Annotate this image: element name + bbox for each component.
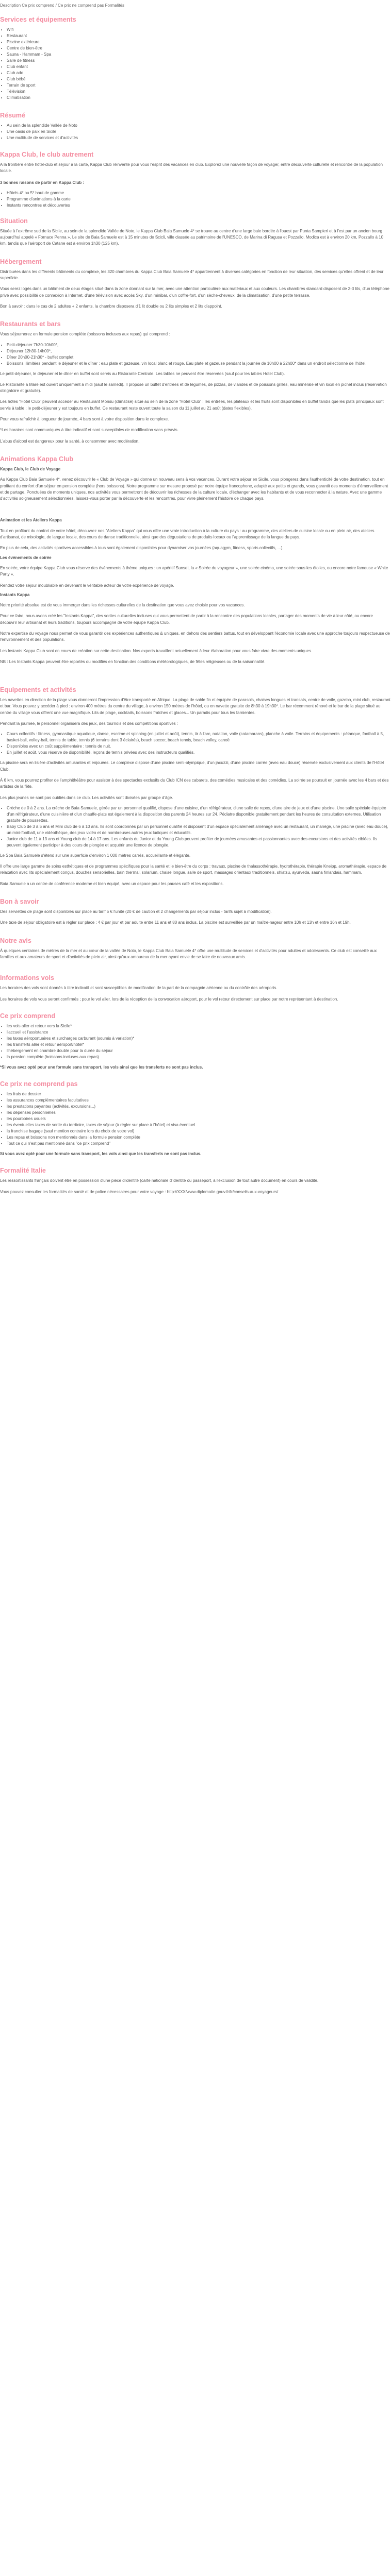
included-item: • les transferts aller et retour aéroport/hôtel* — [7, 1042, 391, 1048]
bonasavoir-p2: Une taxe de séjour obligatoire est à régler sur place : 4 € par jour et par adulte entre 11 ans et 80 ans inclus. La piscine est surveillée par un maître-nageur entre 10h et 13h et entre 16h et 19h. — [0, 920, 351, 925]
resume-list — [0, 123, 391, 141]
situation-title: Situation — [0, 217, 28, 225]
hebergement-p2: Vous serez logés dans un bâtiment de deux étages situé dans la zone donnant sur la mer, avec une attention particulière aux matériaux et aux couleurs. Les chambres standard disposent de 2-3 lits, d'un téléphone privé avec possibilité de connexion à Internet, d'une télévision avec accès Sky, d'un minibar, d'un coffre-fort, d'un sèche-cheveux, de la climatisation, d'une petite terrasse. — [0, 286, 389, 298]
service-item: • Piscine extérieure — [7, 39, 391, 45]
resume-section — [0, 111, 391, 141]
noprix-section — [0, 1080, 391, 1157]
service-item: • Club ado — [7, 70, 391, 76]
excluded-item: • les assurances complémentaires facultatives — [7, 1097, 391, 1104]
kappa-subtitle: 3 bonnes raisons de partir en Kappa Club : — [0, 180, 85, 185]
animations-p10: NB : Les Instants Kappa peuvent être reportés ou modifiés en fonction des conditions météorologiques, de fêtes religieuses ou de la saisonnalité. — [0, 659, 266, 664]
excluded-item: • Tout ce qui n'est pas mentionné dans "ce prix comprend" — [7, 1141, 391, 1147]
service-item: • Climatisation — [7, 95, 391, 101]
included-item: • les vols aller et retour vers la Sicile* — [7, 1023, 391, 1029]
prix-list — [0, 1023, 391, 1060]
bonasavoir-p1: Des serviettes de plage sont disponibles sur place au tarif 5 € l'unité (20 € de caution et 2 changements par séjour inclus - tarifs sujet à modification). — [0, 909, 272, 914]
kids-club-item: • Baby Club de 3 à 5 ans et Mini club de 6 à 10 ans. Ils sont coordonnés par un personnel qualifié et disposent d'un espace spécialement aménagé avec un restaurant, un manège, une piscine (avec eau douce), un mini-football, une vidéothèque, des jeux vidéo et de nombreuses autres jeux ludiques et éducatifs. — [7, 824, 391, 836]
kappa-title: Kappa Club, le club autrement — [0, 151, 94, 158]
notreavis-text: À quelques centaines de mètres de la mer et au cœur de la vallée de Noto, le Kappa Club Baia Samuele 4* offre une multitude de services et d'activités pour adultes et adolescents. Ce club est conseillé aux familles et aux amateurs de sport et d'activités de plein air, ainsi qu'aux amoureux de la mer ayant envie de se faire de nouveaux amis. — [0, 948, 377, 959]
excluded-item: • les éventuelles taxes de sortie du territoire, taxes de séjour (à régler sur place à l'hôtel) et visa éventuel — [7, 1122, 391, 1128]
restaurants-p6: L'abus d'alcool est dangereux pour la santé, à consommer avec modération. — [0, 438, 140, 444]
resume-item: • Une multitude de services et d'activités — [7, 135, 391, 141]
notreavis-title: Notre avis — [0, 937, 31, 944]
kids-list — [0, 805, 391, 849]
ateliers-title: Animation et les Ateliers Kappa — [0, 518, 62, 523]
services-section — [0, 15, 391, 101]
noprix-list — [0, 1091, 391, 1147]
animations-section — [0, 455, 391, 665]
meal-item: • Dîner 20h00-21h30* - buffet complet — [7, 354, 391, 361]
kappa-intro: A la frontière entre hôtel-club et séjour à la carte, Kappa Club réinvente pour vous l'esprit des vacances en club. Explorez une nouvelle façon de voyager, entre découverte culturelle et rencontre de la population locale. — [0, 162, 383, 174]
notreavis-section — [0, 937, 391, 961]
excluded-item: • les dépenses personnelles — [7, 1110, 391, 1116]
equipements-p5: Les plus jeunes ne sont pas oubliés dans ce club. Les activités sont divisées par groupe d'âge. — [0, 795, 173, 800]
hebergement-title: Hébergement — [0, 258, 42, 265]
equipements-p2: Pendant la journée, le personnel organisera des jeux, des tournois et des compétitions sportives : — [0, 721, 178, 726]
restaurants-list — [0, 342, 391, 367]
formalite-section — [0, 1166, 391, 1195]
kappa-list — [0, 190, 391, 209]
restaurants-p5: *Les horaires sont communiqués à titre indicatif et sont susceptibles de modification sans préavis. — [0, 428, 178, 433]
kappa-reason-item: • Instants rencontres et découvertes — [7, 202, 391, 209]
excluded-item: • la franchise bagage (sauf mention contraire lors du choix de votre vol) — [7, 1128, 391, 1134]
prix-note: *Si vous avez opté pour une formule sans transport, les vols ainsi que les transferts ne sont pas inclus. — [0, 1064, 203, 1070]
instants-title: Instants Kappa — [0, 592, 30, 597]
service-item: • Club enfant — [7, 64, 391, 70]
kappa-reason-item: • Programme d'animations à la carte — [7, 196, 391, 202]
animations-subtitle: Kappa Club, le Club de Voyage — [0, 466, 61, 471]
kids-club-item: • Junior club de 11 à 13 ans et Young club de 14 à 17 ans. Les enfants du Junior et du Young Club peuvent profiter de journées amusantes et passionnantes avec des excursions et des activités ciblées. Ils peuvent également participer à des cours de plongée et acquérir une licence de plongée. — [7, 836, 391, 849]
hebergement-p1: Distribuées dans les différents bâtiments du complexe, les 320 chambres du Kappa Club Baia Samuele 4* appartiennent à diverses catégories en fonction de leur situation, des services qu'elles offrent et de leur superficie. — [0, 269, 384, 281]
animations-p6: Notre priorité absolue est de vous immerger dans les richesses culturelles de la destination que vous avez choisie pour vos vacances. — [0, 603, 245, 608]
informations-p1: Les horaires des vols sont donnés à titre indicatif et sont susceptibles de modification de la part de la compagnie aérienne ou du contrôle des aéroports. — [0, 986, 278, 991]
bonasavoir-section — [0, 897, 391, 926]
services-title: Services et équipements — [0, 16, 76, 23]
equipements-p3: La piscine sera en lisière d'activités amusantes et enjouées. Le complexe dispose d'une piscine semi-olympique, d'un jacuzzi, d'une piscine carrée (avec eau douce) réservée exclusivement aux clients de l'Hôtel Club. — [0, 760, 384, 772]
resume-item: • Au sein de la splendide Vallée de Noto — [7, 123, 391, 129]
equipements-p1: Les navettes en direction de la plage vous donneront l'impression d'être transporté en Afrique. La plage de sable fin et équipée de parasols, chaises longues et transats, centre de voile, gazebo, mini club, restaurant et bar. Vous pouvez y accéder à pied : environ 400 mètres du centre du village, à environ 150 mètres de l'hôtel, ou en navette gratuite de 8h30 à 19h30*. Le bar récemment rénové et le bar de la plage situé au centre du village vous offrent une vue magnifique. Lits de plage, cocktails, boissons fraîches et glaces... Un paradis pour tous les farnientes. — [0, 698, 390, 715]
equipements-p7: Il offre une large gamme de soins esthétiques et de programmes spécifiques pour la santé et le bien-être du corps : travaux, piscine de thalassothérapie, hydrothérapie, thérapie Kneipp, aromathérapie, espace de relaxation avec lits spécialement conçus, douches sensorielles, bain thermal, solarium, chaise longue, salle de sport, massages orientaux traditionnels, shiatsu, ayurveda, sauna finlandais, hammam. — [0, 864, 387, 875]
meal-item: • Déjeuner 12h30-14h00*, — [7, 348, 391, 354]
informations-title: Informations vols — [0, 974, 54, 982]
animations-p3: En plus de cela, des activités sportives accessibles à tous sont également disponibles pour dynamiser vos journées (aquagym, fitness, sports collectifs, ...). — [0, 546, 284, 551]
section-nav[interactable]: Description Ce prix comprend / Ce prix ne comprend pas Formalités — [0, 3, 124, 8]
equipements-p4: À 6 km, vous pourrez profiter de l'amphithéâtre pour assister à des spectacles exclusifs du Club ICN des cabarets, des comédies musicales et des comédies. La soirée se poursuit en journée avec les 4 bars et des artistes de la fête. — [0, 777, 389, 789]
excluded-item: • les prestations payantes (activités, excursions...) — [7, 1104, 391, 1110]
animations-p4: En soirée, votre équipe Kappa Club vous réserve des événements à thème uniques : un apéritif Sunset, la « Soirée du voyageur », une soirée cinéma, une soirée sous les étoiles, ou encore notre fameuse « White Party ». — [0, 565, 388, 577]
service-item: • Wifi — [7, 27, 391, 33]
services-list — [0, 27, 391, 101]
resume-item: • Une oasis de paix en Sicile — [7, 129, 391, 135]
kappa-reason-item: • Hôtels 4* ou 5* haut de gamme — [7, 190, 391, 196]
meal-item: • Boissons illimitées pendant le déjeuner et le dîner : eau plate et gazeuse, vin local blanc et rouge. Eau plate et gazeuse pendant la journée de 10h00 à 22h00* dans un endroit sélectionné de l'hôtel. — [7, 361, 391, 367]
resume-title: Résumé — [0, 112, 25, 119]
equipements-section — [0, 686, 391, 887]
equipements-p8: Baia Samuele a un centre de conférence moderne et bien équipé, avec un espace pour les pauses café et les expositions. — [0, 881, 224, 886]
animations-p9: Les Instants Kappa Club sont en cours de création sur cette destination. Nos experts travaillent actuellement à leur élaboration pour vous faire vivre des moments uniques. — [0, 648, 313, 653]
hebergement-section — [0, 258, 391, 310]
noprix-note: Si vous avez opté pour une formule sans transport, les vols ainsi que les transferts ne sont pas inclus. — [0, 1151, 202, 1157]
restaurants-p1: Le petit-déjeuner, le déjeuner et le dîner en buffet sont servis au Ristorante Centrale. Les tables ne peuvent être réservées (sauf pour les tables Hotel Club). — [0, 371, 285, 376]
informations-p2: Les horaires de vols vous seront confirmés ; pour le vol aller, lors de la réception de la convocation aéroport, pour le vol retour directement sur place par notre représentant à destination. — [0, 996, 338, 1002]
service-item: • Salle de fitness — [7, 58, 391, 64]
kappa-section — [0, 150, 391, 209]
formalite-title: Formalité Italie — [0, 1167, 46, 1175]
animations-p2: Tout en profitant du confort de votre hôtel, découvrez nos "Ateliers Kappa" qui vous offre une vraie introduction à la culture du pays : au programme, des ateliers de cuisine locale ou en plein air, des ateliers d'artisanat, de mixologie, de langue locale, des cours de danse traditionnelle, ainsi que des dégustations de produits locaux ou l'apprentissage de la langue du pays. — [0, 528, 374, 540]
included-item: • la pension complète (boissons incluses aux repas) — [7, 1054, 391, 1060]
service-item: • Centre de bien-être — [7, 45, 391, 52]
animations-p1: Au Kappa Club Baia Samuele 4*, venez découvrir le « Club de Voyage » qui donne un nouveau sens à vos vacances. Durant votre séjour en Sicile, vous plongerez dans l'authenticité de votre destination, tout en profitant du confort d'un séjour en pension complète (hors boissons). Notre programme sur mesure proposé par notre équipe francophone, adapté aux petits et grands, vous garantit des moments d'émerveillement et de partage. Ponctuées de moments uniques, nos activités vous permettront de découvrir les richesses de la culture locale, d'échanger avec les habitants et de vous reconnecter à la nature. Avec une gamme d'activités soigneusement sélectionnées, laissez-vous porter par la découverte et les rencontres, pour vivre pleinement l'histoire de chaque pays. — [0, 477, 388, 501]
formalite-p1: Les ressortissants français doivent être en possession d'une pièce d'identité (carte nationale d'identité ou passeport, à l'exclusion de tout autre document) en cours de validité. — [0, 1178, 319, 1183]
animations-p8: Notre expertise du voyage nous permet de vous garantir des expériences authentiques & uniques, en dehors des sentiers battus, tout en développant l'économie locale avec une approche toujours respectueuse de l'environnement et des populations. — [0, 631, 390, 642]
equipements-p6: Le Spa Baia Samuele s'étend sur une superficie d'environ 1 000 mètres carrés, accueillante et élégante. — [0, 853, 191, 858]
excluded-item: • Les repas et boissons non mentionnés dans la formule pension complète — [7, 1134, 391, 1141]
restaurants-p2: Le Ristorante a Mare est ouvert uniquement à midi (sauf le samedi). Il propose un buffet d'entrées et de légumes, de pizzas, de viandes et de poissons grillés, eau minérale et vin local en pichet inclus (réservation obligatoire et gratuite). — [0, 382, 387, 394]
service-item: • Club bébé — [7, 76, 391, 82]
service-item: • Restaurant — [7, 33, 391, 39]
activity-item: • Disponibles avec un coût supplémentaire : tennis de nuit. — [7, 743, 391, 750]
included-item: • les taxes aéroportuaires et surcharges carburant (soumis à variation)* — [7, 1036, 391, 1042]
excluded-item: • les pourboires usuels — [7, 1116, 391, 1122]
hebergement-p3: Bon à savoir : dans le cas de 2 adultes + 2 enfants, la chambre disposera d'1 lit double ou 2 lits simples et 2 lits d'appoint. — [0, 303, 222, 309]
situation-text: Située à l'extrême sud de la Sicile, au sein de la splendide Vallée de Noto, le Kappa Club Baia Samuele 4* se trouve au centre d'une large baie bordée à l'ouest par Punta Sampieri et à l'est par un ancien bourg aujourd'hui appelé « Fornace Penna ». Le site de Baia Samuele est à 15 minutes de Scicli, ville classée au patrimoine de l'UNESCO, de Marina di Ragusa et Pozzallo. Modica est à environ 20 km, Pozzallo à 10 km, tandis que l'aéroport de Catane est à environ 1h30 (125 km). — [0, 228, 384, 246]
equipements-list — [0, 731, 391, 756]
activity-item: • En juillet et août, vous réserve de disponibilité, leçons de tennis privées avec des instructeurs qualifiés. — [7, 750, 391, 756]
restaurants-intro: Vous séjournerez en formule pension complète (boissons incluses aux repas) qui comprend : — [0, 332, 170, 337]
prix-section — [0, 1012, 391, 1071]
animations-p7: Pour ce faire, nous avons créé les "Instants Kappa", des sorties culturelles incluses qui vous permettent de partir à la rencontre des populations locales, partager des moments de vie à leur côté, ou encore découvrir leur artisanat et leurs traditions, toujours accompagné de votre équipe Kappa Club. — [0, 614, 373, 625]
activity-item: • Cours collectifs : fitness, gymnastique aquatique, danse, escrime et spinning (en juillet et août), tennis, tir à l'arc, natation, voile (catamarans), planche à voile. Terrains et équipements : pétanque, football à 5, basket-ball, volley-ball, tennis de table, tennis (6 terrains dont 3 éclairés), beach soccer, beach tennis, beach volley, canoë — [7, 731, 391, 743]
restaurants-p4: Pour vous rafraîchir à longueur de journée, 4 bars sont à votre disposition dans le complexe. — [0, 417, 169, 422]
service-item: • Terrain de sport — [7, 82, 391, 89]
equipements-title: Equipements et activités — [0, 686, 76, 694]
meal-item: • Petit-déjeuner 7h30-10h00*, — [7, 342, 391, 348]
service-item: • Télévision — [7, 89, 391, 95]
bonasavoir-title: Bon à savoir — [0, 898, 39, 906]
soirees-title: Les événements de soirée — [0, 555, 52, 560]
included-item: • l'accueil et l'assistance — [7, 1029, 391, 1036]
service-item: • Sauna - Hammam - Spa — [7, 52, 391, 58]
restaurants-title: Restaurants et bars — [0, 320, 61, 328]
kids-club-item: • Crèche de 0 à 2 ans. La crèche de Baia Samuele, gérée par un personnel qualifié, dispose d'une cuisine, d'un réfrigérateur, d'une salle de repos, d'une aire de jeux et d'une piscine. Une salle spéciale équipée d'un réfrigérateur, d'une cuisinière et d'un chauffe-plats est également à la disposition des parents 24 heures sur 24. Pédiatre disponible gratuitement pendant les heures de consultation externes. Utilisation gratuite de poussettes. — [7, 805, 391, 824]
excluded-item: • les frais de dossier — [7, 1091, 391, 1097]
restaurants-section — [0, 320, 391, 445]
prix-title: Ce prix comprend — [0, 1012, 56, 1020]
situation-section — [0, 217, 391, 247]
animations-title: Animations Kappa Club — [0, 455, 74, 463]
restaurants-p3: Les hôtes "Hotel Club" peuvent accéder au Restaurant Monsu (climatisé) situé au sein de la zone "Hotel Club" : les entrées, les plateaux et les fruits sont disponibles en buffet tandis que les plats principaux sont servis à table ; le petit-déjeuner y est toujours en buffet. Ce restaurant reste ouvert toute la saison du 11 juillet au 21 août (dates flexibles). — [0, 399, 384, 411]
noprix-title: Ce prix ne comprend pas — [0, 1080, 78, 1088]
included-item: • l'hébergement en chambre double pour la durée du séjour — [7, 1048, 391, 1054]
animations-p5: Rendez votre séjour inoubliable en devenant le véritable acteur de votre expérience de voyage. — [0, 583, 174, 588]
informations-section — [0, 974, 391, 1003]
formalite-p2[interactable]: Vous pouvez consulter les formalités de santé et de police nécessaires pour votre voyage : http://XXX/www.diplomatie.gouv.fr/fr/conseils-aux-voyageurs/ — [0, 1189, 279, 1194]
